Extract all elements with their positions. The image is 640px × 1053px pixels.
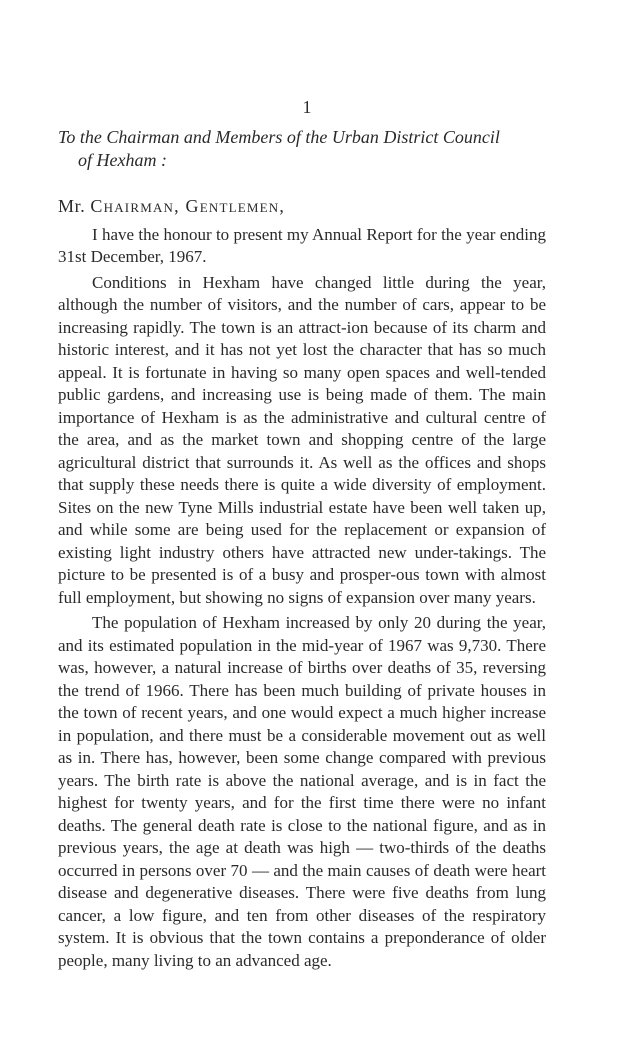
paragraph-population: The population of Hexham increased by only 20 during the year, and its estimated population in the mid-year of 1967 was 9,730. There was, however, a natural increase of births over deaths of 35, reversing the trend of 1966. There has been much building of private houses in the town of recent years, and one would expect a much higher increase in population, and there must be a considerable movement out as well as in. There has, however, been some change compared with previous years. The birth rate is above the national average, and is in fact the highest for twenty years, and for the first time there were no infant deaths. The general death rate is close to the national figure, and as in previous years, the age at death was high — two-thirds of the deaths occurred in persons over 70 — and the main causes of death were heart disease and degenerative diseases. There were five deaths from lung cancer, a low figure, and ten from other diseases of the respiratory system. It is obvious that the town contains a preponderance of older people, many living to an advanced age. xyxy=(58,613,546,970)
salutation-words: Chairman, Gentlemen, xyxy=(90,196,286,217)
salutation-prefix: Mr. xyxy=(58,196,86,217)
address-line-2: of Hexham : xyxy=(78,149,167,170)
salutation xyxy=(58,195,546,218)
report-page xyxy=(58,96,546,975)
paragraph-conditions: Conditions in Hexham have changed little during the year, although the number of visitors, and the number of cars, appear to be increasing rapidly. The town is an attract-ion because of its charm and historic interest, and it has not yet lost the character that has so much appeal. It is fortunate in having so many open spaces and well-tended public gardens, and increasing use is being made of them. The main importance of Hexham is as the administrative and cultural centre of the area, and as the market town and shopping centre of the large agricultural district that surrounds it. As well as the offices and shops that supply these needs there is quite a wide diversity of employment. Sites on the new Tyne Mills industrial estate have been well taken up, and while some are being used for the replacement or expansion of existing light industry others have attracted new under-takings. The picture to be presented is of a busy and prosper-ous town with almost full employment, but showing no signs of expansion over many years. xyxy=(58,272,546,607)
page-number: 1 xyxy=(302,97,312,117)
paragraph-intro: I have the honour to present my Annual Report for the year ending 31st December, 1967. xyxy=(58,224,546,267)
address-line-1: To the Chairman and Members of the Urban District Council xyxy=(58,127,500,147)
address-heading xyxy=(58,126,546,171)
